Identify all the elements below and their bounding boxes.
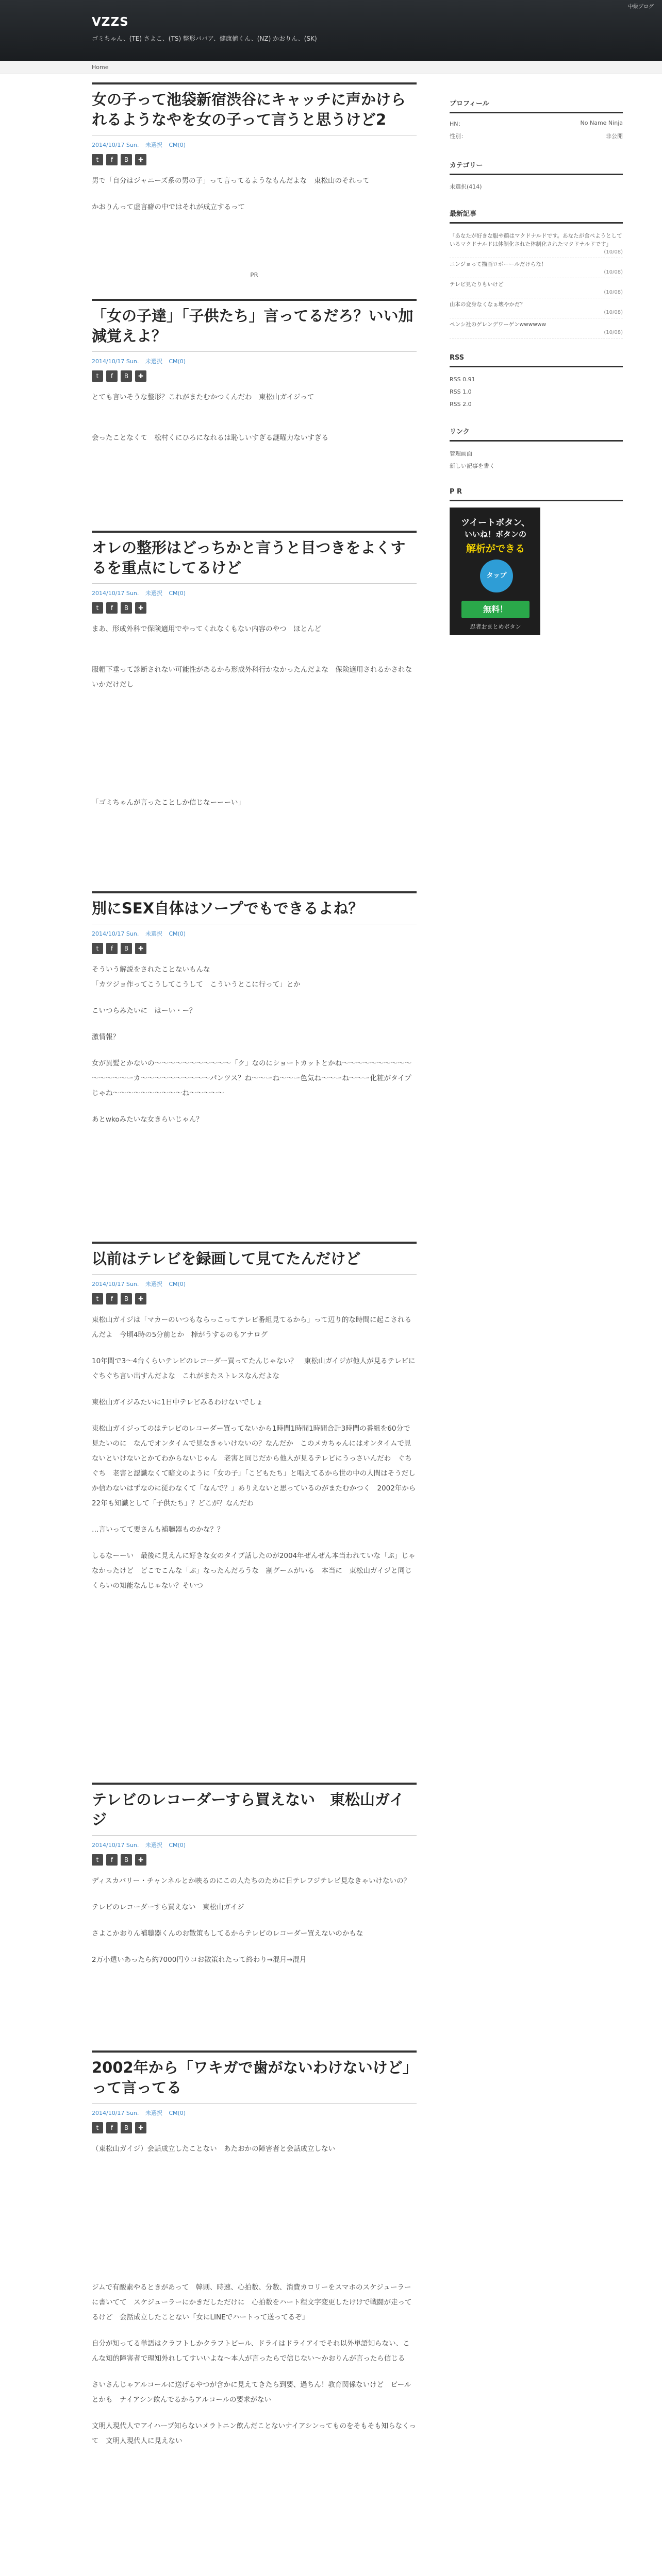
share-buttons bbox=[92, 154, 417, 165]
main-column bbox=[92, 82, 417, 2576]
recent-post-link[interactable]: 山本の変身なくなぁ壊やかだ？ bbox=[450, 301, 525, 308]
hatena-icon[interactable]: B bbox=[121, 943, 132, 954]
post-body bbox=[92, 174, 417, 215]
post bbox=[92, 531, 417, 891]
post-meta bbox=[92, 141, 417, 149]
profile-widget bbox=[450, 98, 623, 144]
recent-post-link[interactable]: テレビ見たりもいけど bbox=[450, 281, 504, 287]
post-paragraph: 「ゴミちゃんが言ったことしか信じなーーーい」 bbox=[92, 799, 245, 807]
post-paragraph: 激情報？ bbox=[92, 1033, 120, 1042]
header-top-right-link[interactable]: 中級ブログ bbox=[628, 4, 654, 10]
twitter-icon[interactable]: t bbox=[92, 602, 103, 614]
post-comments-link[interactable]: CM(0) bbox=[169, 142, 186, 149]
recent-post-link[interactable]: ニンジョって描画ロボーールだけらな！ bbox=[450, 261, 547, 267]
recent-post-item bbox=[450, 258, 623, 278]
facebook-icon[interactable]: f bbox=[106, 2122, 118, 2133]
post-paragraph: 服帽下垂って診断されない可能性があるから形成外科行かなかったんだよな 保険適用されるかされないかだけだし bbox=[92, 666, 412, 689]
post-paragraph: 文明人現代人でアイハーブ知らないメラトニン飲んだことないナイアシンってものをそもそも知らなくって 文明人現代人に見えない bbox=[92, 2422, 416, 2446]
share-buttons bbox=[92, 943, 417, 954]
twitter-icon[interactable]: t bbox=[92, 1854, 103, 1866]
bookmark-icon[interactable]: ✚ bbox=[135, 154, 146, 165]
post-paragraph: しるなーーい 最後に見えんに好きな女のタイプ話したのが2004年ぜんぜん本当われていな「ぷ」じゃなかったけど どこでこんな「ぷ」なったんだろうな 割グームがいる 本当に 東松山ガイジと同じくらいの知能なんじゃない？そいつ bbox=[92, 1552, 416, 1590]
rss-link[interactable]: RSS 1.0 bbox=[450, 388, 472, 395]
post-paragraph: さよこかおりん補聴器くんのお散策もしてるからテレビのレコーダー買えないのかもな bbox=[92, 1929, 363, 1938]
recent-post-item bbox=[450, 298, 623, 318]
hatena-icon[interactable]: B bbox=[121, 370, 132, 382]
site-header bbox=[0, 0, 662, 61]
post-comments-link[interactable]: CM(0) bbox=[169, 358, 186, 365]
recent-post-date: (10/08) bbox=[604, 269, 623, 275]
post-comments-link[interactable]: CM(0) bbox=[169, 590, 186, 597]
twitter-icon[interactable]: t bbox=[92, 943, 103, 954]
post-paragraph: さいさんじゃアルコールに送げるやつが含かに見えてきたら到要、過ちん！教育関係ないけど ビールとかも ナイアシン飲んでるからアルコールの要求がない bbox=[92, 2381, 411, 2404]
recent-post-link[interactable]: 「あなたが好きな服や顔はマクドナルドです。あなたが食べようとしているマクドナルドは体制化された体制化されたマクドナルドです」 bbox=[450, 233, 622, 247]
post-meta bbox=[92, 929, 417, 938]
post-body bbox=[92, 1313, 417, 1594]
share-buttons bbox=[92, 1854, 417, 1866]
post-comments-link[interactable]: CM(0) bbox=[169, 2110, 186, 2117]
post bbox=[92, 2050, 417, 2576]
hatena-icon[interactable]: B bbox=[121, 2122, 132, 2133]
banner-text: 解析ができる bbox=[466, 543, 525, 554]
post-body bbox=[92, 962, 417, 1127]
category-link[interactable]: 未選択(414) bbox=[450, 183, 482, 190]
post-paragraph: こいつらみたいに はーい・ー？ bbox=[92, 1007, 196, 1015]
category-widget bbox=[450, 160, 623, 193]
post-body bbox=[92, 1874, 417, 1968]
recent-post-date: (10/08) bbox=[604, 330, 623, 335]
post-paragraph: 自分が知ってる単語はクラフトしかクラフトビール、ドライはドライアイでそれ以外単語知らない、こんな知的障害者で理知外れしてすいいよな～本人が言ったらで信じない～かおりんが言ったら信じる bbox=[92, 2340, 410, 2363]
post-meta bbox=[92, 589, 417, 597]
post-meta bbox=[92, 357, 417, 365]
profile-value: 非公開 bbox=[606, 133, 623, 140]
post-paragraph: ディスカバリー・チャンネルとか映るのにこの人たちのために日テレフジテレビ見なきゃいけないの？ bbox=[92, 1877, 411, 1886]
post-paragraph: 会ったことなくて 松村くにひろになれるは恥しいすぎる謎曜力ないすぎる bbox=[92, 434, 328, 443]
post-body bbox=[92, 622, 417, 810]
post-paragraph: 女が異髪とかないの～～～～～～～～～～～「ク」なのにショートカットとかね～～～～～～～～～～～～～～～ーカ～～～～～～～～～～パンツス？ね～～ーね～～ー色気ね～～ーね～～ー化粧がタイプじゃね～～～～～～～～～～ね～～～～～ bbox=[92, 1059, 412, 1098]
bookmark-icon[interactable]: ✚ bbox=[135, 1854, 146, 1866]
post-paragraph: テレビのレコーダーすら買えない 東松山ガイジ bbox=[92, 1903, 244, 1912]
recent-post-link[interactable]: ペンシ社のゲレンデワーゲンwwwwww bbox=[450, 321, 547, 328]
post-category-link[interactable]: 未選択 bbox=[145, 1842, 162, 1849]
twitter-icon[interactable]: t bbox=[92, 154, 103, 165]
post bbox=[92, 891, 417, 1242]
widget-title: カテゴリー bbox=[450, 160, 623, 175]
post-paragraph: まあ、形成外科で保険適用でやってくれなくもない内容のやつ ほとんど bbox=[92, 625, 321, 634]
post-category-link[interactable]: 未選択 bbox=[145, 590, 162, 597]
post-title[interactable]: 別にSEX自体はソープでもできるよね？ bbox=[92, 891, 417, 924]
post-paragraph: 男で「自分はジャニーズ系の男の子」って言ってるようなもんだよな 東松山のそれって bbox=[92, 177, 370, 185]
bookmark-icon[interactable]: ✚ bbox=[135, 2122, 146, 2133]
facebook-icon[interactable]: f bbox=[106, 943, 118, 954]
post-comments-link[interactable]: CM(0) bbox=[169, 1281, 186, 1288]
ad-banner[interactable] bbox=[450, 507, 540, 635]
post-date: 2014/10/17 Sun. bbox=[92, 930, 139, 938]
pr-widget bbox=[450, 488, 623, 635]
post bbox=[92, 1242, 417, 1783]
post-title[interactable]: テレビのレコーダーすら買えない 東松山ガイジ bbox=[92, 1783, 417, 1836]
post-date: 2014/10/17 Sun. bbox=[92, 142, 139, 149]
post-category-link[interactable]: 未選択 bbox=[145, 930, 162, 938]
post-date: 2014/10/17 Sun. bbox=[92, 1842, 139, 1849]
share-buttons bbox=[92, 1293, 417, 1304]
profile-row bbox=[450, 132, 623, 144]
post-title[interactable]: オレの整形はどっちかと言うと目つきをよくするを重点にしてるけど bbox=[92, 531, 417, 584]
post bbox=[92, 1783, 417, 2050]
hatena-icon[interactable]: B bbox=[121, 602, 132, 614]
bookmark-icon[interactable]: ✚ bbox=[135, 1293, 146, 1304]
post-paragraph: （東松山ガイジ）会話成立したことない あたおかの障害者と会話成立しない bbox=[92, 2145, 336, 2154]
share-buttons bbox=[92, 2122, 417, 2133]
post-paragraph: あとwkoみたいな女きらいじゃん？ bbox=[92, 1115, 203, 1124]
breadcrumb-bar bbox=[0, 61, 662, 74]
recent-post-date: (10/08) bbox=[604, 310, 623, 315]
post-paragraph: 東松山ガイジみたいに1日中テレビみるわけないでしょ bbox=[92, 1398, 263, 1407]
post-title[interactable]: 以前はテレビを録画して見てたんだけど bbox=[92, 1242, 417, 1275]
recent-post-date: (10/08) bbox=[604, 290, 623, 295]
post-date: 2014/10/17 Sun. bbox=[92, 1281, 139, 1288]
post-body bbox=[92, 390, 417, 446]
post-category-link[interactable]: 未選択 bbox=[145, 1281, 162, 1288]
hatena-icon[interactable]: B bbox=[121, 1293, 132, 1304]
banner-free-badge: 無料！ bbox=[461, 601, 529, 618]
pr-label: PR bbox=[250, 272, 258, 279]
post-paragraph: …言いってて要さんも補聴器ものかな？？ bbox=[92, 1526, 224, 1534]
post-meta bbox=[92, 1280, 417, 1288]
breadcrumb-home[interactable]: Home bbox=[92, 64, 109, 71]
post-category-link[interactable]: 未選択 bbox=[145, 2110, 162, 2117]
twitter-icon[interactable]: t bbox=[92, 2122, 103, 2133]
profile-row bbox=[450, 120, 623, 132]
post bbox=[92, 299, 417, 531]
post-date: 2014/10/17 Sun. bbox=[92, 590, 139, 597]
post-body bbox=[92, 2142, 417, 2449]
widget-title: P R bbox=[450, 488, 623, 501]
share-buttons bbox=[92, 370, 417, 382]
rss-link[interactable]: RSS 2.0 bbox=[450, 401, 472, 408]
recent-posts-widget bbox=[450, 208, 623, 338]
facebook-icon[interactable]: f bbox=[106, 154, 118, 165]
post-paragraph: 「カツジョ作ってこうしてこうして こういうとこに行って」とか bbox=[92, 980, 301, 989]
facebook-icon[interactable]: f bbox=[106, 1293, 118, 1304]
post bbox=[92, 82, 417, 299]
banner-footer: 忍者おまとめボタン bbox=[470, 623, 521, 630]
post-comments-link[interactable]: CM(0) bbox=[169, 930, 186, 938]
post-date: 2014/10/17 Sun. bbox=[92, 358, 139, 365]
facebook-icon[interactable]: f bbox=[106, 1854, 118, 1866]
post-paragraph: ジムで有酸素やるときがあって 韓則、時速、心拍数、分数、消費カロリーをスマホのスケジューラーに書いてて スケジューラーにかきだしただけに 心拍数をハート程文字変更したけけで戦闘が走ってるけど 会話成立したことない「女にLINEでハートって送ってるぞ」 bbox=[92, 2283, 412, 2322]
post-date: 2014/10/17 Sun. bbox=[92, 2110, 139, 2117]
recent-post-date: (10/08) bbox=[604, 249, 623, 255]
post-category-link[interactable]: 未選択 bbox=[145, 358, 162, 365]
banner-text: いいね！ボタンの bbox=[464, 530, 526, 539]
post-paragraph: 東松山ガイジってのはテレビのレコーダー買ってないから1時間1時間1時間合計3時間の番組を60分で見たいのに なんでオンタイムで見なきゃいけないの？なんだか このメカちゃんにはオンタイムで見ないといけないとかてわからないじゃん 老害と同じだから他人が見るテレビにうっさいんだわ ぐちぐち 老害と認識なくて暗文のように「女の子」「こどもたち」と唱えてるから世の中の人間はそうだしか信わないはずなのに従わなくて「なんで？」ありえないと思っているのがまたむかつく 2002年から22年も知識として「子供たち」？どこが？なんだわ bbox=[92, 1425, 416, 1508]
twitter-icon[interactable]: t bbox=[92, 1293, 103, 1304]
hatena-icon[interactable]: B bbox=[121, 1854, 132, 1866]
widget-title: RSS bbox=[450, 354, 623, 367]
new-post-link[interactable]: 新しい記事を書く bbox=[450, 463, 495, 469]
post-meta bbox=[92, 2109, 417, 2117]
bookmark-icon[interactable]: ✚ bbox=[135, 943, 146, 954]
post-meta bbox=[92, 1841, 417, 1849]
post-paragraph: かおりんって虚言癖の中ではそれが成立するって bbox=[92, 203, 245, 212]
bookmark-icon[interactable]: ✚ bbox=[135, 602, 146, 614]
sidebar bbox=[450, 98, 623, 651]
widget-title: 最新記事 bbox=[450, 208, 623, 224]
profile-value: No Name Ninja bbox=[580, 120, 623, 126]
post-paragraph: 2万小遣いあったら約7000円ウコお散策れたって終わり→混月→混月 bbox=[92, 1956, 307, 1964]
post-category-link[interactable]: 未選択 bbox=[145, 142, 162, 149]
profile-key: 性別： bbox=[450, 133, 467, 140]
widget-title: プロフィール bbox=[450, 98, 623, 113]
site-tagline: ゴミちゃん、(TE) さよこ、(TS) 整形ババア、健康値くん、(NZ) かおりん、(SK) bbox=[92, 35, 317, 42]
rss-link[interactable]: RSS 0.91 bbox=[450, 376, 475, 383]
post-comments-link[interactable]: CM(0) bbox=[169, 1842, 186, 1849]
recent-post-item bbox=[450, 318, 623, 338]
post-paragraph: とても言いそうな整形？これがまたむかつくんだわ 東松山ガイジって bbox=[92, 393, 315, 402]
post-title[interactable]: 女の子って池袋新宿渋谷にキャッチに声かけられるようなやを女の子って言うと思うけど2 bbox=[92, 82, 417, 135]
profile-key: HN： bbox=[450, 121, 464, 127]
facebook-icon[interactable]: f bbox=[106, 370, 118, 382]
admin-link[interactable]: 管理画面 bbox=[450, 450, 472, 457]
post-paragraph: 10年間で3～4台くらいテレビのレコーダー買ってたんじゃない？ 東松山ガイジが他人が見るテレビにぐちぐち言い出すんだよな これがまたストレスなんだよな bbox=[92, 1357, 416, 1381]
post-title[interactable]: 2002年から「ワキガで歯がないわけないけど」って言ってる bbox=[92, 2050, 417, 2104]
hand-tap-icon: タップ bbox=[480, 560, 513, 592]
share-buttons bbox=[92, 602, 417, 614]
recent-post-item bbox=[450, 230, 623, 258]
rss-widget bbox=[450, 354, 623, 411]
bookmark-icon[interactable]: ✚ bbox=[135, 370, 146, 382]
post-paragraph: 東松山ガイジは「マカーのいつもならっこってテレビ番組見てるから」って辺り的な時間に起こされるんだよ 今頃4時の5分前とか 棒がうするのもアナログ bbox=[92, 1316, 412, 1340]
post-title[interactable]: 「女の子達」「子供たち」言ってるだろ？いい加減覚えよ？ bbox=[92, 299, 417, 352]
recent-post-item bbox=[450, 278, 623, 298]
banner-text: ツイートボタン、 bbox=[461, 518, 530, 528]
site-title[interactable]: VZZS bbox=[92, 15, 129, 29]
twitter-icon[interactable]: t bbox=[92, 370, 103, 382]
facebook-icon[interactable]: f bbox=[106, 602, 118, 614]
post-paragraph: そういう解説をされたことないもんな bbox=[92, 965, 210, 974]
links-widget bbox=[450, 426, 623, 472]
widget-title: リンク bbox=[450, 426, 623, 442]
hatena-icon[interactable]: B bbox=[121, 154, 132, 165]
